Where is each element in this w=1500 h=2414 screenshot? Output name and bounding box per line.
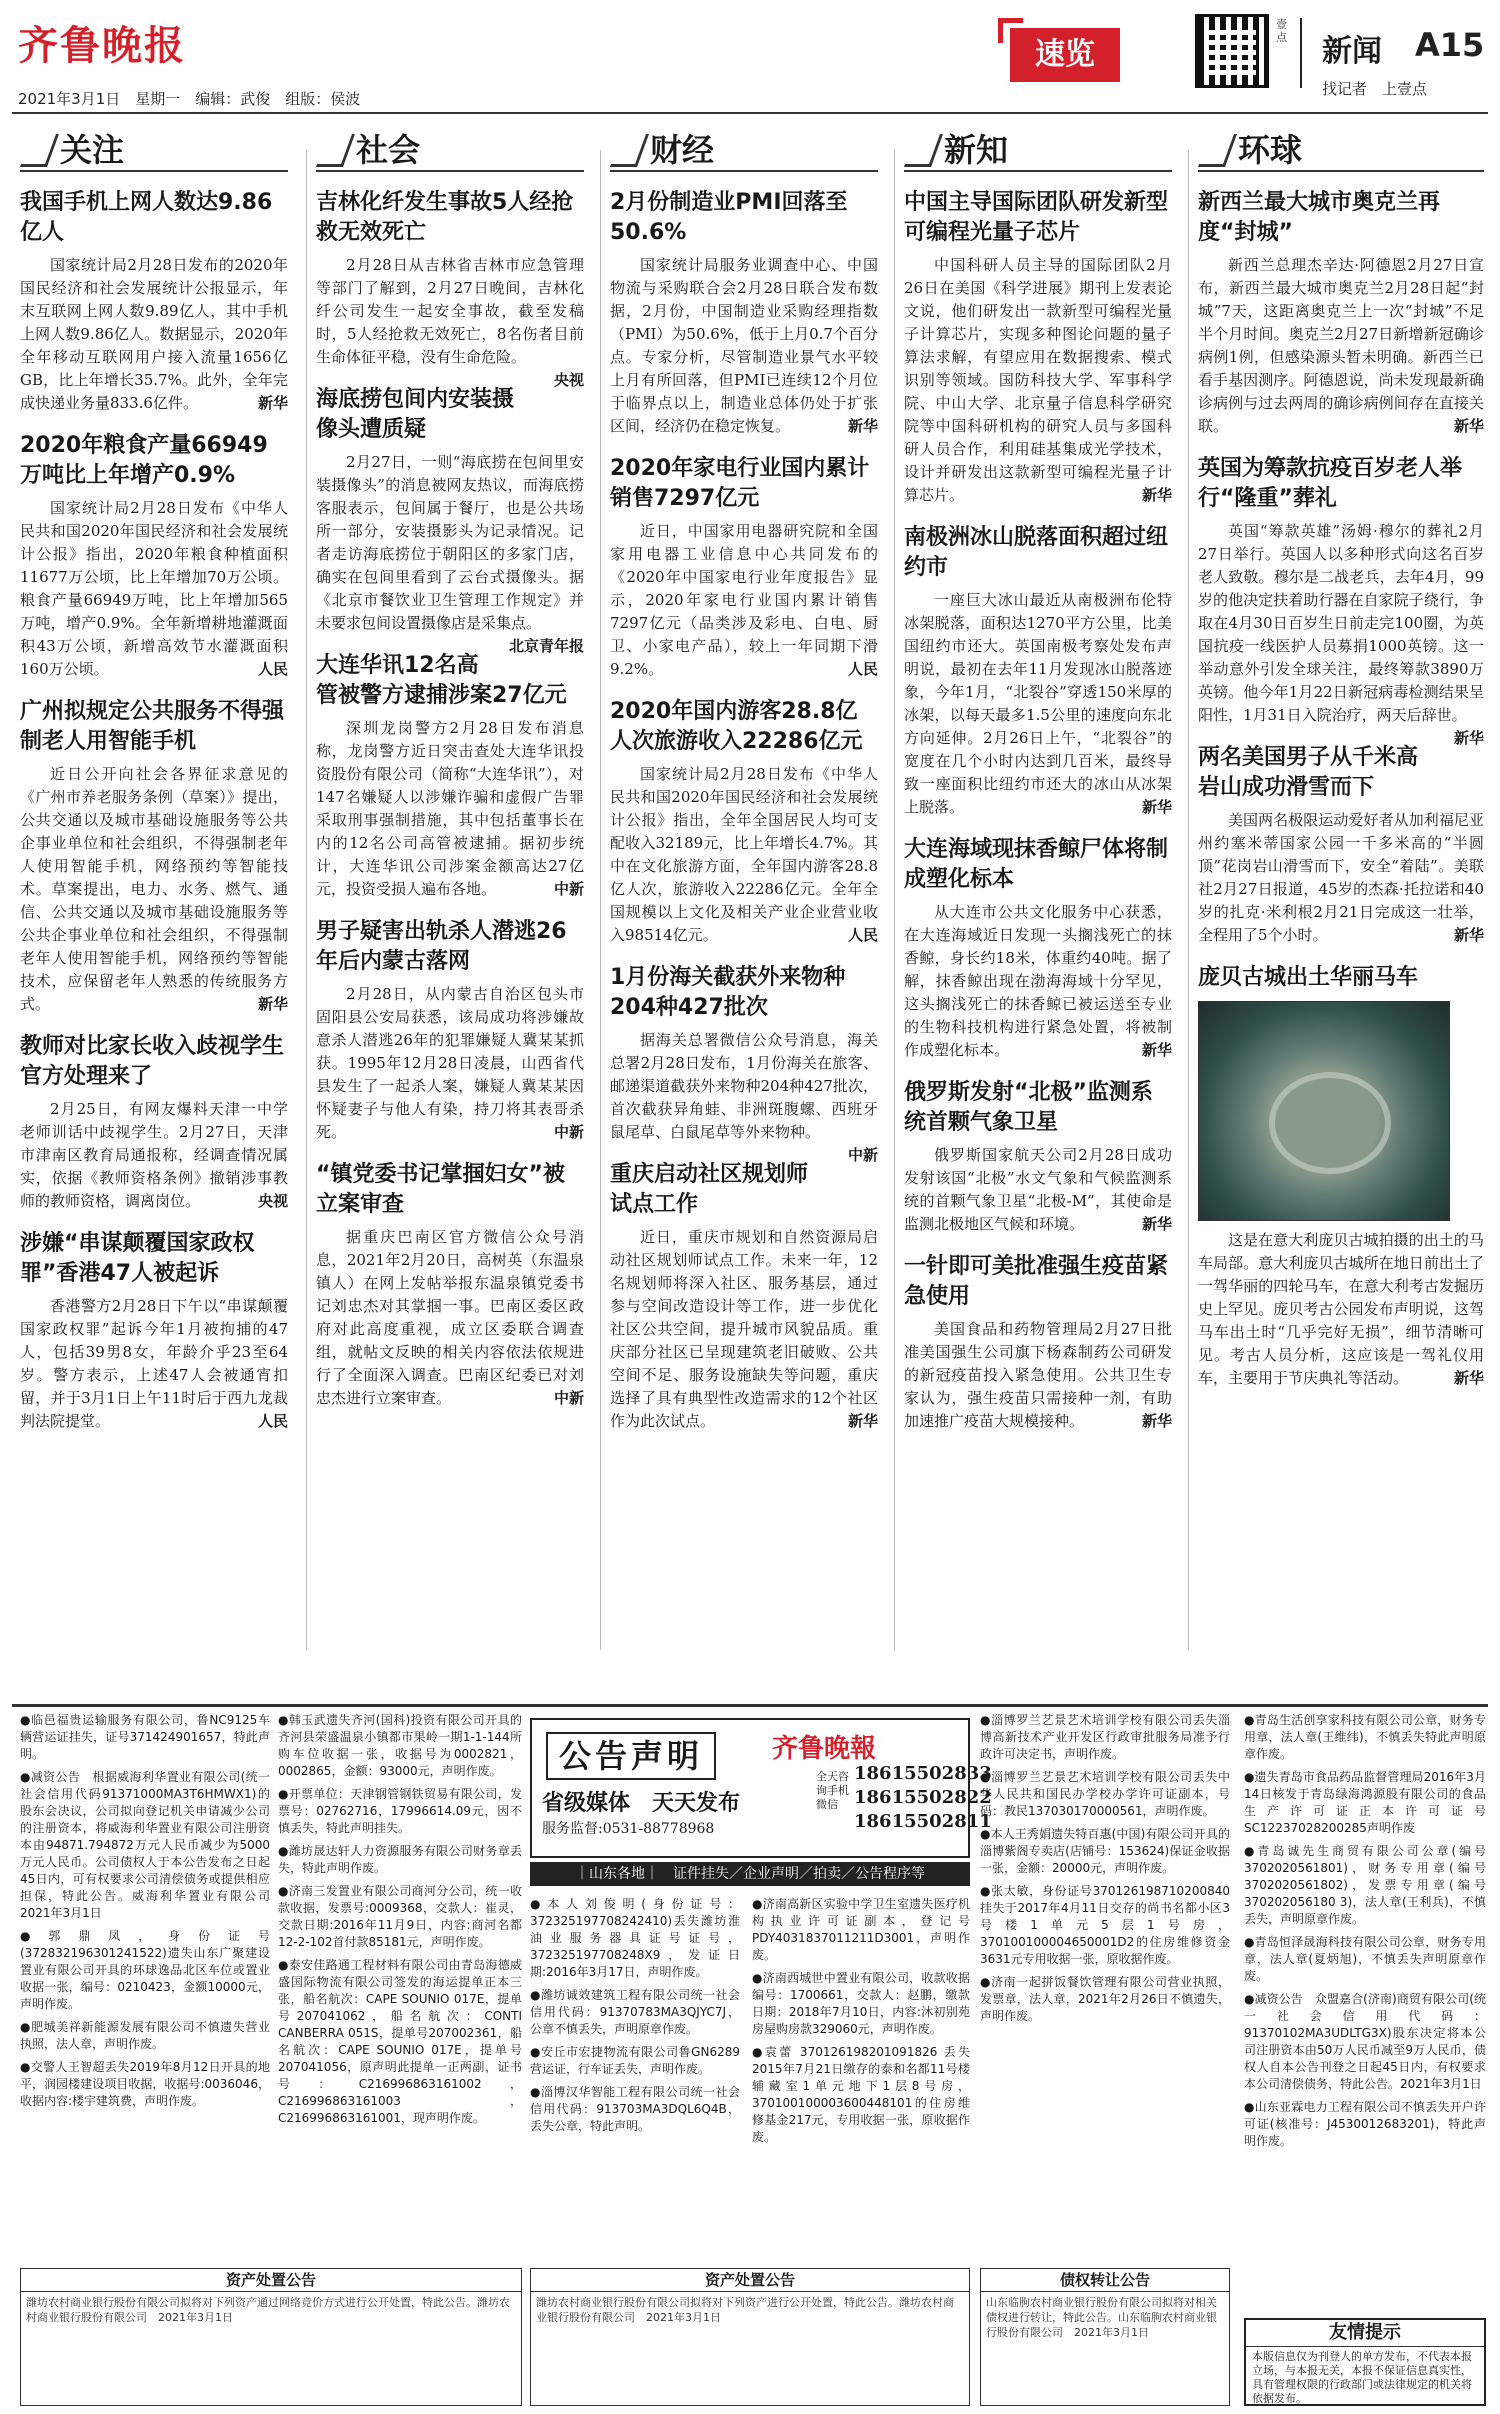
article-title[interactable]: 大连海域现抹香鲸尸体将制成塑化标本 bbox=[904, 837, 1169, 892]
article bbox=[316, 385, 584, 655]
header-rule bbox=[12, 112, 1488, 114]
section-badge: 速览 bbox=[1010, 28, 1120, 82]
pompeii-chariot-photo bbox=[1198, 1001, 1450, 1221]
article-title[interactable]: 男子疑害出轨杀人潜逃26年后内蒙古落网 bbox=[316, 919, 567, 974]
section-heading: 新知 bbox=[904, 128, 1172, 172]
article-title[interactable]: 俄罗斯发射“北极”监测系统首颗气象卫星 bbox=[904, 1080, 1153, 1135]
article-title[interactable]: 我国手机上网人数达9.86亿人 bbox=[20, 190, 273, 245]
article bbox=[610, 963, 878, 1164]
ad-item: ●淄博罗兰艺景艺术培训学校有限公司丢失淄博高新技术产业开发区行政审批服务局准予行政许可决定书，声明作废。 bbox=[980, 1713, 1230, 1761]
column-xinzhi bbox=[904, 128, 1172, 1433]
ad-item: ●开票单位：天津钢管钢铁贸易有限公司，发票号：02762716，17996614.09元，因不慎丢失，特此声明挂失。 bbox=[278, 1787, 522, 1835]
article-body: 这是在意大利庞贝古城拍摄的出土的马车局部。意大利庞贝古城所在地日前出土了一驾华丽的四轮马车，在意大利考古发掘历史上罕见。庞贝考古公园发布声明说，这驾马车出土时“几乎完好无损”，细节清晰可见。考古人员分析，这应该是一驾礼仪用车，主要用于节庆典礼等活动。 新华 bbox=[1198, 1229, 1484, 1390]
article-body: 国家统计局2月28日发布《中华人民共和国2020年国民经济和社会发展统计公报》指出，2020年粮食种植面积11677万公顷，比上年增加70万公顷。粮食产量66949万吨，比上年增加565万吨，增产0.9%。全年新增耕地灌溉面积43万公顷，新增高效节水灌溉面积160万公顷。 人民 bbox=[20, 497, 288, 681]
article-title[interactable]: 庞贝古城出土华丽马车 bbox=[1198, 965, 1419, 990]
article-body: 俄罗斯国家航天公司2月28日成功发射该国“北极”水文气象和气候监测系统的首颗气象卫星“北极-M”，其使命是监测北极地区气候和环境。 新华 bbox=[904, 1144, 1172, 1236]
notice-hotline: 服务监督:0531-88778968 bbox=[542, 1821, 715, 1837]
section-heading: 关注 bbox=[20, 128, 288, 172]
ad-item: ●临邑福贵运输服务有限公司，鲁NC9125车辆营运证挂失，证号371424901657，特此声明。 bbox=[20, 1713, 270, 1761]
column-shehui bbox=[316, 128, 584, 1410]
article-title[interactable]: 两名美国男子从千米高岩山成功滑雪而下 bbox=[1198, 745, 1419, 800]
ad-item: ●袁蕾 370126198201091826 丢失2015年7月21日缴存的泰和名都11号楼辅藏室1单元地下1层8号房，370100100003600448101的住房维修基金217元，专用收据一张，原收据作废。 bbox=[752, 2045, 970, 2144]
phone-number[interactable]: 18615502822 bbox=[854, 1787, 992, 1808]
article bbox=[610, 454, 878, 681]
ad-item: ●本人王秀娟遗失特百惠(中国)有限公司开具的淄博紫阁专卖店(店铺号：153624)保证金收据一张，金额：20000元，声明作废。 bbox=[980, 1827, 1230, 1875]
article-title[interactable]: 重庆启动社区规划师试点工作 bbox=[610, 1162, 809, 1217]
article-source: 新华 bbox=[1453, 729, 1484, 747]
article bbox=[1198, 188, 1484, 438]
article bbox=[316, 188, 584, 389]
ad-item: ●青岛恒泽晟海科技有限公司公章，财务专用章，法人章(夏炳旭)，不慎丢失声明原章作废。 bbox=[1244, 1935, 1486, 1983]
article-title[interactable]: 教师对比家长收入歧视学生官方处理来了 bbox=[20, 1034, 285, 1089]
article-body: 深圳龙岗警方2月28日发布消息称，龙岗警方近日突击查处大连华讯投资股份有限公司（简称“大连华讯”），对147名嫌疑人以涉嫌诈骗和虚假广告罪采取刑事强制措施，其中包括董事长在内的12名公司高管被逮捕。据初步统计，大连华讯公司涉案金额高达27亿元，投资受损人遍布各地。 中新 bbox=[316, 717, 584, 901]
qr-code-icon bbox=[1195, 14, 1269, 88]
article-body: 国家统计局服务业调查中心、中国物流与采购联合会2月28日联合发布数据，2月份，中国制造业采购经理指数（PMI）为50.6%，低于上月0.7个百分点。专家分析，尽管制造业景气水平较上月有所回落，但PMI已连续12个月位于临界点以上，制造业总体仍处于扩张区间，经济仍在稳定恢复。 新华 bbox=[610, 254, 878, 438]
article-source: 中新 bbox=[553, 1389, 584, 1407]
article-body: 中国科研人员主导的国际团队2月26日在美国《科学进展》期刊上发表论文说，他们研发出一款新型可编程光量子计算芯片，实现多种图论问题的量子算法求解，有望应用在数据搜索、模式识别等领域。国防科技大学、军事科学院、中山大学、北京量子信息科学研究院等中国科研机构的研究人员与多国科研人员合作，利用硅基集成光学技术，设计并研发出这款新型可编程光量子计算芯片。 新华 bbox=[904, 254, 1172, 507]
article-source: 人民 bbox=[847, 926, 878, 944]
article-source: 新华 bbox=[1453, 926, 1484, 944]
notice-slogan: 省级媒体 天天发布 bbox=[542, 1790, 741, 1816]
article-title[interactable]: 吉林化纤发生事故5人经抢救无效死亡 bbox=[316, 190, 574, 245]
article bbox=[904, 188, 1172, 507]
article bbox=[904, 523, 1172, 819]
article-title[interactable]: 2020年粮食产量66949万吨比上年增产0.9% bbox=[20, 433, 268, 488]
article-title[interactable]: 广州拟规定公共服务不得强制老人用智能手机 bbox=[20, 699, 285, 754]
article-body: 2月27日，一则“海底捞在包间里安装摄像头”的消息被网友热议，而海底捞客服表示，包间属于餐厅，也是公共场所一部分，安装摄影头为记录情况。记者走访海底捞位于朝阳区的多家门店，确实在包间里看到了云台式摄像头。据《北京市餐饮业卫生管理工作规定》并未要求包间设置摄像店是采集点。 北京青年报 bbox=[316, 451, 584, 635]
debt-body: 山东临朐农村商业银行股份有限公司拟将对相关债权进行转让，特此公告。山东临朐农村商业银行股份有限公司 2021年3月1日 bbox=[986, 2296, 1217, 2339]
article bbox=[610, 697, 878, 947]
section-heading: 环球 bbox=[1198, 128, 1484, 172]
article bbox=[610, 1160, 878, 1433]
ads-column bbox=[1244, 1712, 1486, 2156]
ads-column bbox=[278, 1712, 522, 2133]
ad-item: ●减资公告 众盟嘉合(济南)商贸有限公司(统一社会信用代码：91370102MA3UDLTG3X)股东决定将本公司注册资本由50万人民币减至9万人民币，债权人自本公告刊登之日起45日内，有权要求本公司清偿债务，特此公告。2021年3月1日 bbox=[1244, 1992, 1486, 2091]
ad-item: ●减资公告 根据威海利华置业有限公司(统一社会信用代码91371000MA3T6HMWX1)的股东会决议，公司拟向登记机关申请减少公司的注册资本，将威海利华置业有限公司注册资本由94871.794872万元人民币减少为5000万元人民币。公司债权人于本公告发布之日起45日内，可有权要求公司清偿债务或提供相应担保，特此公告。威海利华置业有限公司 2021年3月1日 bbox=[20, 1770, 283, 1920]
ad-item: ●济南三发置业有限公司商河分公司，统一收款收据，发票号:0009368，交款人：崔灵，交款日期:2016年11月9日，内容:商河名都12-2-102首付款85181元，声明作废。 bbox=[278, 1884, 522, 1949]
asset-disposal-notice bbox=[530, 2268, 970, 2406]
article-title[interactable]: 2月份制造业PMI回落至50.6% bbox=[610, 190, 848, 245]
ad-item: ●青岛生活创享家科技有限公司公章，财务专用章，法人章(王维纬)，不慎丢失特此声明原章作废。 bbox=[1244, 1713, 1486, 1761]
column-divider bbox=[1188, 150, 1189, 1650]
article-title[interactable]: 1月份海关截获外来物种204种427批次 bbox=[610, 965, 846, 1020]
article bbox=[316, 651, 584, 901]
article-body: 近日，中国家用电器研究院和全国家用电器工业信息中心共同发布的《2020年中国家电行业年度报告》显示，2020年家电行业国内累计销售7297亿元（品类涉及彩电、白电、厨卫、小家电产品），较上一年同期下滑9.2%。 人民 bbox=[610, 520, 878, 681]
article-source: 人民 bbox=[847, 660, 878, 678]
column-divider bbox=[306, 150, 307, 1650]
ad-item: ●济南一起拼饭餐饮管理有限公司营业执照，发票章，法人章，2021年2月26日不慎遗失，声明作废。 bbox=[980, 1975, 1230, 2023]
ad-item: ●青岛诚先生商贸有限公司公章(编号3702020561801)，财务专用章(编号3702020561802)，发票专用章(编号370202056180 3)，法人章(王利兵)，不慎丢失，声明原章作废。 bbox=[1244, 1844, 1486, 1926]
article-body: 从大连市公共文化服务中心获悉，在大连海域近日发现一头搁浅死亡的抹香鲸，身长约18米，体重约40吨。据了解，抹香鲸出现在渤海海域十分罕见，这头搁浅死亡的抹香鲸已被运送至专业的生物科技机构进行紧急处置，将被制作成塑化标本。 新华 bbox=[904, 901, 1172, 1062]
article-title[interactable]: 英国为筹款抗疫百岁老人举行“隆重”葬礼 bbox=[1198, 456, 1463, 511]
article-source: 央视 bbox=[257, 1192, 288, 1210]
ad-item: ●淄博罗兰艺景艺术培训学校有限公司丢失中华人民共和国民办学校办学许可证副本，号码：教民137030170000561，声明作废。 bbox=[980, 1770, 1230, 1818]
article bbox=[904, 1252, 1172, 1433]
section-name: 新闻 bbox=[1322, 34, 1382, 69]
section-heading: 财经 bbox=[610, 128, 878, 172]
debt-title: 债权转让公告 bbox=[981, 2269, 1229, 2292]
column-huanqiu bbox=[1198, 128, 1484, 1390]
ad-item: ●济南西城世中置业有限公司，收款收据编号：1700661，交款人：赵鹏，缴款日期：2018年7月10日，内容:沐初别苑房屋购房款329060元，声明作废。 bbox=[752, 1971, 970, 2036]
article-title[interactable]: 一针即可美批准强生疫苗紧急使用 bbox=[904, 1254, 1169, 1309]
article bbox=[1198, 743, 1484, 947]
ad-item: ●韩玉武遗失齐河(国科)投资有限公司开具的齐河县荣盛温泉小镇都市果岭一期1-1-144所购车位收据一张，收据号为0002821，0002865，金额：93000元，声明作废。 bbox=[278, 1713, 522, 1778]
article-source: 新华 bbox=[1141, 1215, 1172, 1233]
article-source: 新华 bbox=[1453, 417, 1484, 435]
ad-item: ●交警人王智超丢失2019年8月12日开具的地平，润园楼建设项目收据，收据号:0036046，收据内容:楼宇建筑费，声明作废。 bbox=[20, 2060, 270, 2108]
reminder-title: 友情提示 bbox=[1246, 2320, 1484, 2347]
ad-item: ●潍坊晟达轩人力资源服务有限公司财务章丢失，特此声明作废。 bbox=[278, 1844, 522, 1875]
article-title[interactable]: 海底捞包间内安装摄像头遭质疑 bbox=[316, 387, 515, 442]
article-source: 新华 bbox=[257, 995, 288, 1013]
article-source: 新华 bbox=[847, 1412, 878, 1430]
article-body: 一座巨大冰山最近从南极洲布伦特冰架脱落，面积达1270平方公里，比美国纽约市还大。英国南极考察处发布声明说，最初在去年11月发现冰山脱落迹象，今年1月，“北裂谷”穿透150米厚的冰架，以每天最多1.5公里的速度向东北方向延伸。2月26日上午，“北裂谷”的宽度在几个小时内达到几百米，最终导致一座面积比纽约市还大的冰山从冰架上脱落。 新华 bbox=[904, 589, 1172, 819]
ad-item: ●郭鼎凤，身份证号(372832196301241522)遗失山东广聚建设置业有限公司开具的环球逸品北区车位或置业收据一张，编号：0210423，金额10000元，声明作废。 bbox=[20, 1929, 270, 2011]
ad-item: ●淄博汉华智能工程有限公司统一社会信用代码：913703MA3DQL6Q4B，丢失公章，特此声明。 bbox=[530, 2085, 740, 2133]
article bbox=[20, 188, 288, 415]
masthead: 齐鲁晚报 bbox=[18, 22, 186, 69]
article bbox=[20, 697, 288, 1016]
article-body: 据重庆巴南区官方微信公众号消息，2021年2月20日，高树英（东温泉镇人）在网上发帖举报东温泉镇党委书记刘忠杰对其掌掴一事。巴南区委区政府对此高度重视，成立区委联合调查组，就帖文反映的相关内容依法依规进行了全面深入调查。巴南区纪委已对刘忠杰进行立案审查。 中新 bbox=[316, 1226, 584, 1410]
article-source: 新华 bbox=[847, 417, 878, 435]
article-body: 美国食品和药物管理局2月27日批准美国强生公司旗下杨森制药公司研发的新冠疫苗投入紧急使用。公共卫生专家认为，强生疫苗只需接种一剂，有助加速推广疫苗大规模接种。 新华 bbox=[904, 1318, 1172, 1433]
article bbox=[904, 835, 1172, 1062]
article-body: 英国“筹款英雄”汤姆·穆尔的葬礼2月27日举行。英国人以多种形式向这名百岁老人致敬。穆尔是二战老兵，去年4月，99岁的他决定扶着助行器在自家院子绕行，争取在4月30日百岁生日前走完100圈，为英国抗疫一线医护人员募捐1000英镑。这一举动意外引发全球关注，最终筹款3890万英镑。他今年1月22日新冠病毒检测结果呈阳性，1月31日入院治疗，两天后辞世。 新华 bbox=[1198, 520, 1484, 727]
article-source: 北京青年报 bbox=[508, 637, 584, 655]
ads-column bbox=[980, 1712, 1230, 2031]
section-heading: 社会 bbox=[316, 128, 584, 172]
ad-item: ●安丘市宏捷物流有限公司鲁GN6289营运证，行车证丢失，声明作废。 bbox=[530, 2045, 740, 2076]
phone-number[interactable]: 18615502811 bbox=[854, 1811, 992, 1832]
article-body: 国家统计局2月28日发布的2020年国民经济和社会发展统计公报显示，年末互联网上网人数9.89亿人，其中手机上网人数9.86亿人。数据显示，2020年全年移动互联网用户接入流量1656亿GB，比上年增长35.7%。此外，全年完成快递业务量833.6亿件。 新华 bbox=[20, 254, 288, 415]
article-body: 2月28日从吉林省吉林市应急管理等部门了解到，2月27日晚间，吉林化纤公司发生一起安全事故，截至发稿时，5人经抢救无效死亡，8名伤者目前生命体征平稳，没有生命危险。 央视 bbox=[316, 254, 584, 369]
article bbox=[316, 1160, 584, 1410]
article-source: 中新 bbox=[553, 1123, 584, 1141]
article-title[interactable]: 涉嫌“串谋颠覆国家政权罪”香港47人被起诉 bbox=[20, 1231, 255, 1286]
article-title[interactable]: 大连华讯12名高管被警方逮捕涉案27亿元 bbox=[316, 653, 567, 708]
ads-rule bbox=[12, 1704, 1488, 1707]
friendly-reminder bbox=[1244, 2318, 1486, 2406]
header-editor: 找记者 上壹点 bbox=[1322, 80, 1428, 98]
article-source: 新华 bbox=[1141, 798, 1172, 816]
article-source: 新华 bbox=[257, 394, 288, 412]
phone-number[interactable]: 18615502833 bbox=[854, 1763, 992, 1784]
column-divider bbox=[600, 150, 601, 1650]
header-divider bbox=[1300, 18, 1302, 88]
ad-item: ●济南高新区实验中学卫生室遗失医疗机构执业许可证副本，登记号PDY4031837011211D3001，声明作废。 bbox=[752, 1897, 970, 1962]
ad-item: ●肥城美祥新能源发展有限公司不慎遗失营业执照，法人章，声明作废。 bbox=[20, 2020, 270, 2051]
ads-column bbox=[530, 1896, 740, 2141]
column-guanzhu bbox=[20, 128, 288, 1433]
article-source: 人民 bbox=[257, 1412, 288, 1430]
dateline: 2021年3月1日 星期一 编辑：武俊 组版：侯波 bbox=[18, 90, 361, 108]
ad-item: ●遗失青岛市食品药品监督管理局2016年3月14日核发于青岛绿海鸿源股有限公司的食品生产许可证正本许可证号SC12237028200285声明作废 bbox=[1244, 1770, 1486, 1835]
article-source: 新华 bbox=[1141, 1412, 1172, 1430]
article-title[interactable]: “镇党委书记掌掴妇女”被立案审查 bbox=[316, 1162, 565, 1217]
article-source: 人民 bbox=[257, 660, 288, 678]
asset-body: 潍坊农村商业银行股份有限公司拟将对下列资产进行公开处置，特此公告。潍坊农村商业银行股份有限公司 2021年3月1日 bbox=[536, 2296, 954, 2324]
qr-note: 壹点 bbox=[1276, 18, 1287, 44]
ad-item: ●泰安佳路通工程材料有限公司由青岛海德威盛国际物流有限公司签发的海运提单正本三张，船名航次：CAPE SOUNIO 017E，提单号207041062，船名航次：CONTI CANBERRA 051S，提单号207002361，船名航次：CAPE SOUNIO 017E，提单号207041056，原声明此提单一正两副，证书号：C216996863161002，C216996863161003，C216996863161001，现声明作废。 bbox=[278, 1958, 522, 2125]
article-source: 新华 bbox=[1453, 1369, 1484, 1387]
article-body: 据海关总署微信公众号消息，海关总署2月28日发布，1月份海关在旅客、邮递渠道截获外来物种204种427批次，首次截获异角蛙、非洲斑腹螺、西班牙鼠尾草、白鼠尾草等外来物种。 中新 bbox=[610, 1029, 878, 1144]
article-body: 新西兰总理杰辛达·阿德恩2月27日宣布，新西兰最大城市奥克兰2月28日起“封城”7天，这距离奥克兰上一次“封城”不足半个月时间。奥克兰2月27日新增新冠确诊病例1例，但感染源头暂未明确。新西兰已看手基因测序。阿德恩说，尚未发现最新确诊病例与过去两周的确诊病例间存在直接关联。 新华 bbox=[1198, 254, 1484, 438]
article-body: 近日，重庆市规划和自然资源局启动社区规划师试点工作。未来一年，12名规划师将深入社区、服务基层，通过参与空间改造设计等工作，进一步优化社区公共空间，提升城市风貌品质。重庆部分社区已呈现建筑老旧破败、公共空间不足、服务设施缺失等问题，重庆选择了具有典型性改造需求的12个社区作为此次试点。 新华 bbox=[610, 1226, 878, 1433]
article-source: 央视 bbox=[553, 371, 584, 389]
article-body: 国家统计局2月28日发布《中华人民共和国2020年国民经济和社会发展统计公报》指出，全年全国居民人均可支配收入32189元，比上年增长4.7%。其中在文化旅游方面，全年国内游客28.8亿人次，旅游收入22286亿元。全年全国规模以上文化及相关产业企业营业收入98514亿元。 人民 bbox=[610, 763, 878, 947]
ad-item: ●山东亚霖电力工程有限公司不慎丢失开户许可证(核准号：J4530012683201)，特此声明作废。 bbox=[1244, 2100, 1486, 2148]
reminder-body: 本版信息仅为刊登人的单方发布，不代表本报立场，与本报无关，本报不保证信息真实性，具有管理权限的行政部门或法律规定的机关将依据发布。 bbox=[1252, 2350, 1472, 2405]
article-body: 2月28日，从内蒙古自治区包头市固阳县公安局获悉，该局成功将涉嫌故意杀人潜逃26年的犯罪嫌疑人冀某某抓获。1995年12月28日凌晨，山西省代县发生了一起杀人案，嫌疑人冀某某因怀疑妻子与他人有染，持刀将其表哥杀死。 中新 bbox=[316, 983, 584, 1144]
article bbox=[904, 1078, 1172, 1236]
article-source: 新华 bbox=[1141, 1041, 1172, 1059]
notice-title: 公告声明 bbox=[546, 1732, 716, 1780]
notice-banner bbox=[530, 1718, 992, 1858]
article-source: 中新 bbox=[553, 880, 584, 898]
ads-column bbox=[752, 1896, 970, 2152]
debt-transfer-notice bbox=[980, 2268, 1230, 2406]
article-body: 香港警方2月28日下午以“串谋颠覆国家政权罪”起诉今年1月被拘捕的47人，包括39男8女，年龄介乎23至64岁。警方表示，上述47人会被通宵扣留，并于3月1日上午11时后于西九龙裁判法院提堂。 人民 bbox=[20, 1295, 288, 1433]
ad-item: ●潍坊诚效建筑工程有限公司统一社会信用代码：91370783MA3QJYC7J，公章不慎丢失，声明原章作废。 bbox=[530, 1988, 740, 2036]
notice-label: 全天咨询手机微信 bbox=[816, 1770, 849, 1811]
article bbox=[20, 431, 288, 681]
notice-category-bar: ｜山东各地｜ 证件挂失／企业声明／拍卖／公告程序等 bbox=[530, 1862, 970, 1886]
article-source: 中新 bbox=[847, 1146, 878, 1164]
column-caijing bbox=[610, 128, 878, 1433]
asset-title: 资产处置公告 bbox=[21, 2269, 521, 2292]
notice-phones bbox=[854, 1762, 992, 1834]
article-source: 新华 bbox=[1141, 486, 1172, 504]
asset-body: 潍坊农村商业银行股份有限公司拟将对下列资产通过网络竞价方式进行公开处置，特此公告。潍坊农村商业银行股份有限公司 2021年3月1日 bbox=[26, 2296, 510, 2324]
asset-disposal-notice bbox=[20, 2268, 522, 2406]
article-title[interactable]: 新西兰最大城市奥克兰再度“封城” bbox=[1198, 190, 1441, 245]
article bbox=[1198, 454, 1484, 747]
page-number: A15 bbox=[1415, 26, 1485, 64]
article bbox=[316, 917, 584, 1144]
article-title[interactable]: 中国主导国际团队研发新型可编程光量子芯片 bbox=[904, 190, 1169, 245]
article bbox=[20, 1032, 288, 1213]
article-body: 近日公开向社会各界征求意见的《广州市养老服务条例（草案）》提出，公共交通以及城市基础设施服务等公共企事业单位和社会组织，不得强制老年人使用智能手机，网络预约等智能技术。草案提出，电力、水务、燃气、通信、公共交通以及城市基础设施服务等公共企事业单位和社会组织，不得强制老年人使用智能手机，网络预约等智能技术，应保留老年人熟悉的传统服务方式。 新华 bbox=[20, 763, 288, 1016]
article-title[interactable]: 2020年家电行业国内累计销售7297亿元 bbox=[610, 456, 870, 511]
asset-title: 资产处置公告 bbox=[531, 2269, 969, 2292]
column-divider bbox=[894, 150, 895, 1650]
ad-item: ●张太敏，身份证号370126198710200840挂失于2017年4月11日交存的尚书名都小区3号楼1单元5层1号房，370100100004650001D2的住房维修资金3631元专用收据一张，原收据作废。 bbox=[980, 1884, 1230, 1966]
ad-item: ●本人刘俊明(身份证号：372325197708242410)丢失潍坊淮油业服务器具证号证号，372325197708248X9，发证日期:2016年3月17日，声明作废。 bbox=[530, 1897, 740, 1979]
article-body: 美国两名极限运动爱好者从加利福尼亚州约塞米蒂国家公园一千多米高的“半圆顶”花岗岩山滑雪而下，安全“着陆”。美联社2月27日报道，45岁的杰森·托拉诺和40岁的扎克·米利根2月21日完成这一壮举，全程用了5个小时。 新华 bbox=[1198, 809, 1484, 947]
article-title[interactable]: 2020年国内游客28.8亿人次旅游收入22286亿元 bbox=[610, 699, 863, 754]
ads-column bbox=[20, 1712, 283, 2116]
article bbox=[610, 188, 878, 438]
notice-logo: 齐鲁晚報 bbox=[772, 1734, 877, 1764]
article-title[interactable]: 南极洲冰山脱落面积超过纽约市 bbox=[904, 525, 1169, 580]
article bbox=[1198, 963, 1484, 1390]
article bbox=[20, 1229, 288, 1433]
article-body: 2月25日，有网友爆料天津一中学老师训话中歧视学生。2月27日，天津市津南区教育局通报称，经调查情况属实，依据《教师资格条例》撤销涉事教师的教师资格，调离岗位。 央视 bbox=[20, 1098, 288, 1213]
